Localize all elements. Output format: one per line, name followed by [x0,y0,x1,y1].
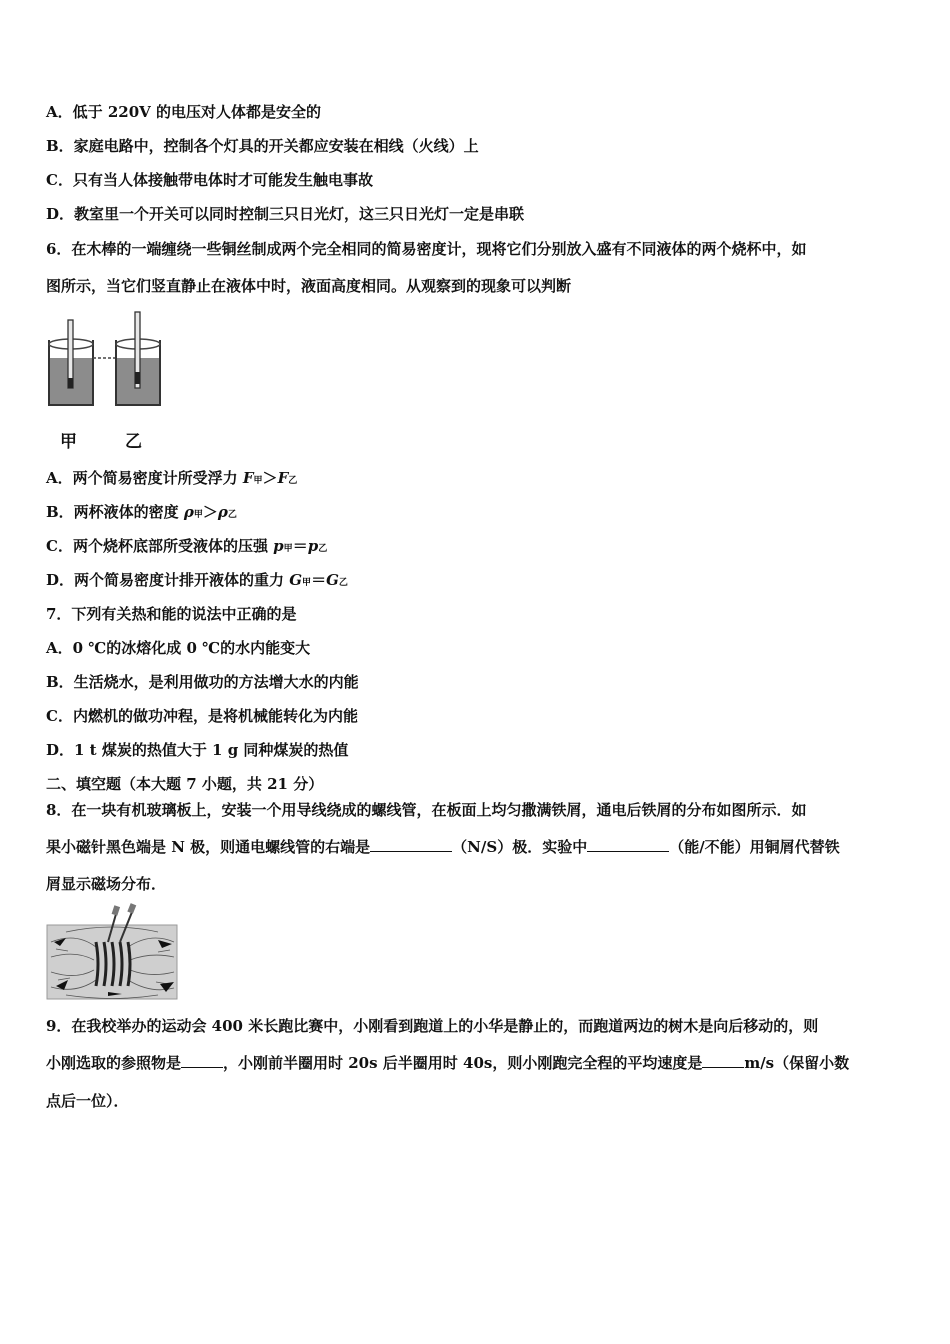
q5-option-c: C．只有当人体接触带电体时才可能发生触电事故 [46,171,373,189]
q7-option-c: C．内燃机的做功冲程，是将机械能转化为内能 [46,707,358,725]
q5-option-a: A．低于 220V 的电压对人体都是安全的 [46,103,322,121]
var-rho: ρ [217,503,228,521]
label-yi: 乙 [125,432,142,452]
relation-symbol: ＝ [292,537,308,555]
subscript-yi: 乙 [288,476,298,486]
beaker-yi [116,312,160,405]
label-jia: 甲 [60,432,77,452]
subscript-jia: 甲 [253,476,263,486]
q7-option-d: D．1 t 煤炭的热值大于 1 g 同种煤炭的热值 [46,741,349,759]
section-heading-fill-in: 二、填空题（本大题 7 小题，共 21 分） [46,775,324,793]
q5-option-b: B．家庭电路中，控制各个灯具的开关都应安装在相线（火线）上 [46,137,479,155]
q8-line2-text1: 果小磁针黑色端是 N 极，则通电螺线管的右端是 [46,838,371,856]
relation-symbol: ＞ [202,503,218,521]
q9-line2-text3: m/s（保留小数 [744,1054,850,1072]
q8-line2 [46,837,904,857]
q8-line1: 8．在一块有机玻璃板上，安装一个用导线绕成的螺线管，在板面上均匀撒满铁屑，通电后铁屑的分布如图所示．如 [46,801,807,819]
var-p: p [307,537,319,555]
subscript-jia: 甲 [302,578,312,588]
answer-blank[interactable] [587,837,669,852]
subscript-yi: 乙 [338,578,348,588]
answer-blank[interactable] [702,1053,744,1068]
q5-option-d: D．教室里一个开关可以同时控制三只日光灯，这三只日光灯一定是串联 [46,205,525,223]
q7-stem: 7．下列有关热和能的说法中正确的是 [46,605,297,623]
q9-line2 [46,1053,904,1073]
q6-stem-line1: 6．在木棒的一端缠绕一些铜丝制成两个完全相同的简易密度计，现将它们分别放入盛有不同液体的两个烧杯中，如 [46,240,807,258]
beaker-jia [49,320,93,405]
var-f: F [277,469,289,487]
subscript-jia: 甲 [283,544,293,554]
relation-symbol: ＝ [311,571,327,589]
hydrometer-beakers-figure [44,308,174,410]
q9-line3: 点后一位）． [46,1092,129,1110]
q6-option-c [46,536,904,559]
q9-line2-text2: ，小刚前半圈用时 20s 后半圈用时 40s，则小刚跑完全程的平均速度是 [223,1054,703,1072]
subscript-yi: 乙 [318,544,328,554]
q8-line3: 屑显示磁场分布． [46,875,167,893]
var-f: F [242,469,254,487]
q6-stem-line2: 图所示，当它们竖直静止在液体中时，液面高度相同。从观察到的现象可以判断 [46,277,572,295]
q6-option-b [46,502,904,525]
answer-blank[interactable] [370,837,452,852]
q6-option-d-text: D．两个简易密度计排开液体的重力 [46,571,290,589]
q6-option-d [46,570,904,593]
answer-blank[interactable] [181,1053,223,1068]
subscript-jia: 甲 [193,510,203,520]
q6-option-a [46,468,904,491]
var-g: G [326,571,339,589]
solenoid-iron-filings-figure [46,902,180,1002]
q7-option-b: B．生活烧水，是利用做功的方法增大水的内能 [46,673,359,691]
q8-line2-text2: （N/S）极．实验中 [452,838,588,856]
q8-line2-text3: （能/不能）用铜屑代替铁 [669,838,840,856]
subscript-yi: 乙 [227,510,237,520]
q6-option-b-text: B．两杯液体的密度 [46,503,184,521]
var-p: p [273,537,284,555]
var-rho: ρ [183,503,194,521]
q6-option-a-text: A．两个简易密度计所受浮力 [46,469,243,487]
q7-option-a: A．0 ℃的冰熔化成 0 ℃的水内能变大 [46,639,311,657]
q6-option-c-text: C．两个烧杯底部所受液体的压强 [46,537,274,555]
var-g: G [289,571,303,589]
q9-line2-text1: 小刚选取的参照物是 [46,1054,182,1072]
relation-symbol: ＞ [262,469,278,487]
q9-line1: 9．在我校举办的运动会 400 米长跑比赛中，小刚看到跑道上的小华是静止的，而跑道两边的树木是向后移动的，则 [46,1017,819,1035]
